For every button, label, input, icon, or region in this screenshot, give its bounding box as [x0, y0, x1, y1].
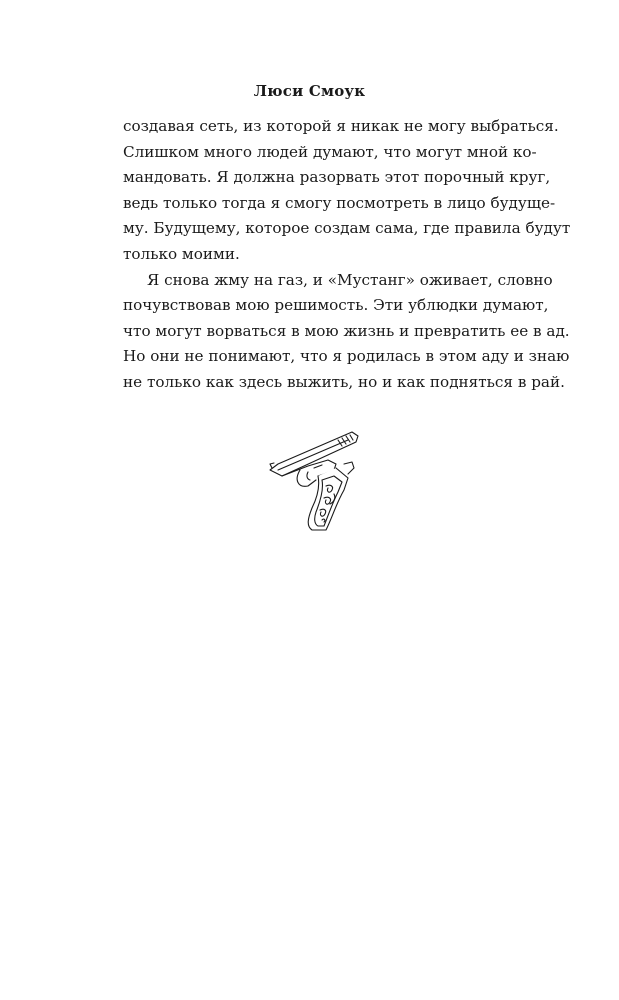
- text-line: только моими.: [123, 244, 240, 263]
- text-line: что могут ворваться в мою жизнь и превратить ее в ад.: [123, 321, 570, 340]
- text-line: Я снова жму на газ, и «Мустанг» оживает, словно: [147, 270, 553, 289]
- text-line: мандовать. Я должна разорвать этот порочный круг,: [123, 168, 551, 187]
- paragraph-2: [123, 268, 570, 396]
- paragraph-1: [123, 114, 571, 268]
- text-line: не только как здесь выжить, но и как подняться в рай.: [123, 372, 565, 391]
- text-line: создавая сеть, из которой я никак не могу выбраться.: [123, 117, 559, 135]
- text-line: почувствовав мою решимость. Эти ублюдки думают,: [123, 296, 549, 315]
- text-line: ведь только тогда я смогу посмотреть в лицо будуще-: [123, 193, 556, 212]
- running-title: Люси Смоук: [253, 82, 366, 100]
- text-line: Но они не понимают, что я родилась в этом аду и знаю: [123, 347, 570, 366]
- body-text: [123, 114, 571, 396]
- text-line: му. Будущему, которое создам сама, где правила будут: [123, 219, 571, 238]
- text-line: Слишком много людей думают, что могут мной ко-: [123, 142, 537, 161]
- pistol-icon: [264, 424, 364, 534]
